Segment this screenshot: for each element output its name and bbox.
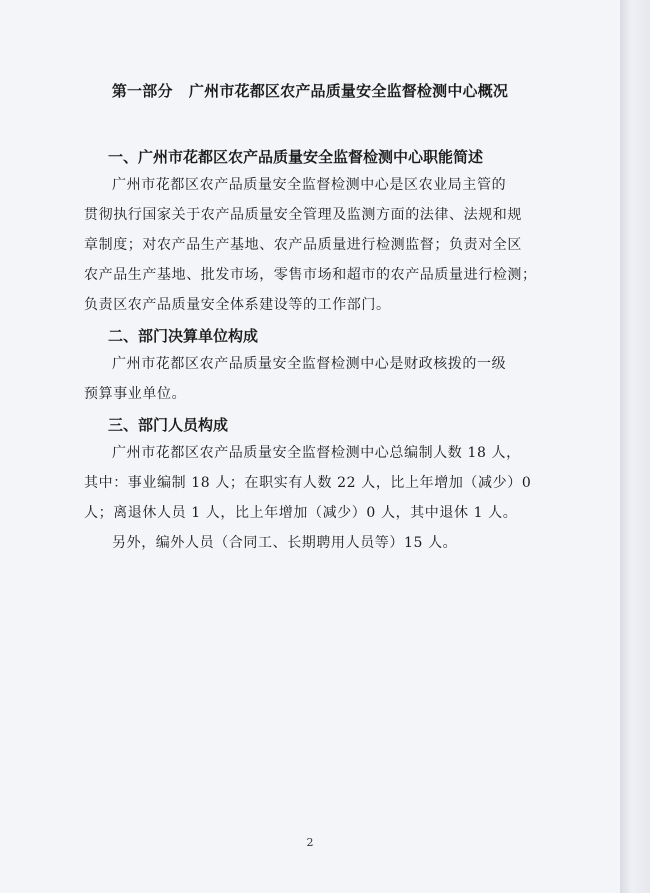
page-number: 2 — [306, 836, 314, 849]
paragraph-line: 章制度；对农产品生产基地、农产品质量进行检测监督；负责对全区 — [84, 237, 522, 253]
section-body-functions — [84, 170, 537, 320]
paragraph-line: 预算事业单位。 — [84, 386, 187, 402]
paragraph-line: 广州市花都区农产品质量安全监督检测中心是财政核拨的一级 — [112, 356, 507, 372]
paragraph-line: 农产品生产基地、批发市场，零售市场和超市的农产品质量进行检测； — [84, 267, 537, 283]
paragraph-line: 贯彻执行国家关于农产品质量安全管理及监测方面的法律、法规和规 — [84, 207, 522, 223]
section-heading-staff: 三、部门人员构成 — [108, 416, 229, 434]
paragraph-line: 人；离退休人员 1 人，比上年增加（减少）0 人，其中退休 1 人。 — [84, 505, 518, 521]
page-title: 第一部分 广州市花都区农产品质量安全监督检测中心概况 — [111, 82, 509, 100]
section-body-units — [84, 349, 526, 409]
section-heading-functions: 一、广州市花都区农产品质量安全监督检测中心职能简述 — [108, 148, 484, 166]
page-edge-shadow — [620, 0, 650, 893]
section-body-staff — [84, 438, 532, 558]
paragraph-line: 其中：事业编制 18 人；在职实有人数 22 人，比上年增加（减少）0 — [84, 475, 532, 491]
section-heading-units: 二、部门决算单位构成 — [108, 327, 259, 345]
paragraph-line: 另外，编外人员（合同工、长期聘用人员等）15 人。 — [112, 535, 458, 551]
paragraph-line: 负责区农产品质量安全体系建设等的工作部门。 — [84, 297, 391, 313]
paragraph-line: 广州市花都区农产品质量安全监督检测中心总编制人数 18 人， — [112, 445, 521, 461]
paragraph-line: 广州市花都区农产品质量安全监督检测中心是区农业局主管的 — [112, 177, 507, 193]
